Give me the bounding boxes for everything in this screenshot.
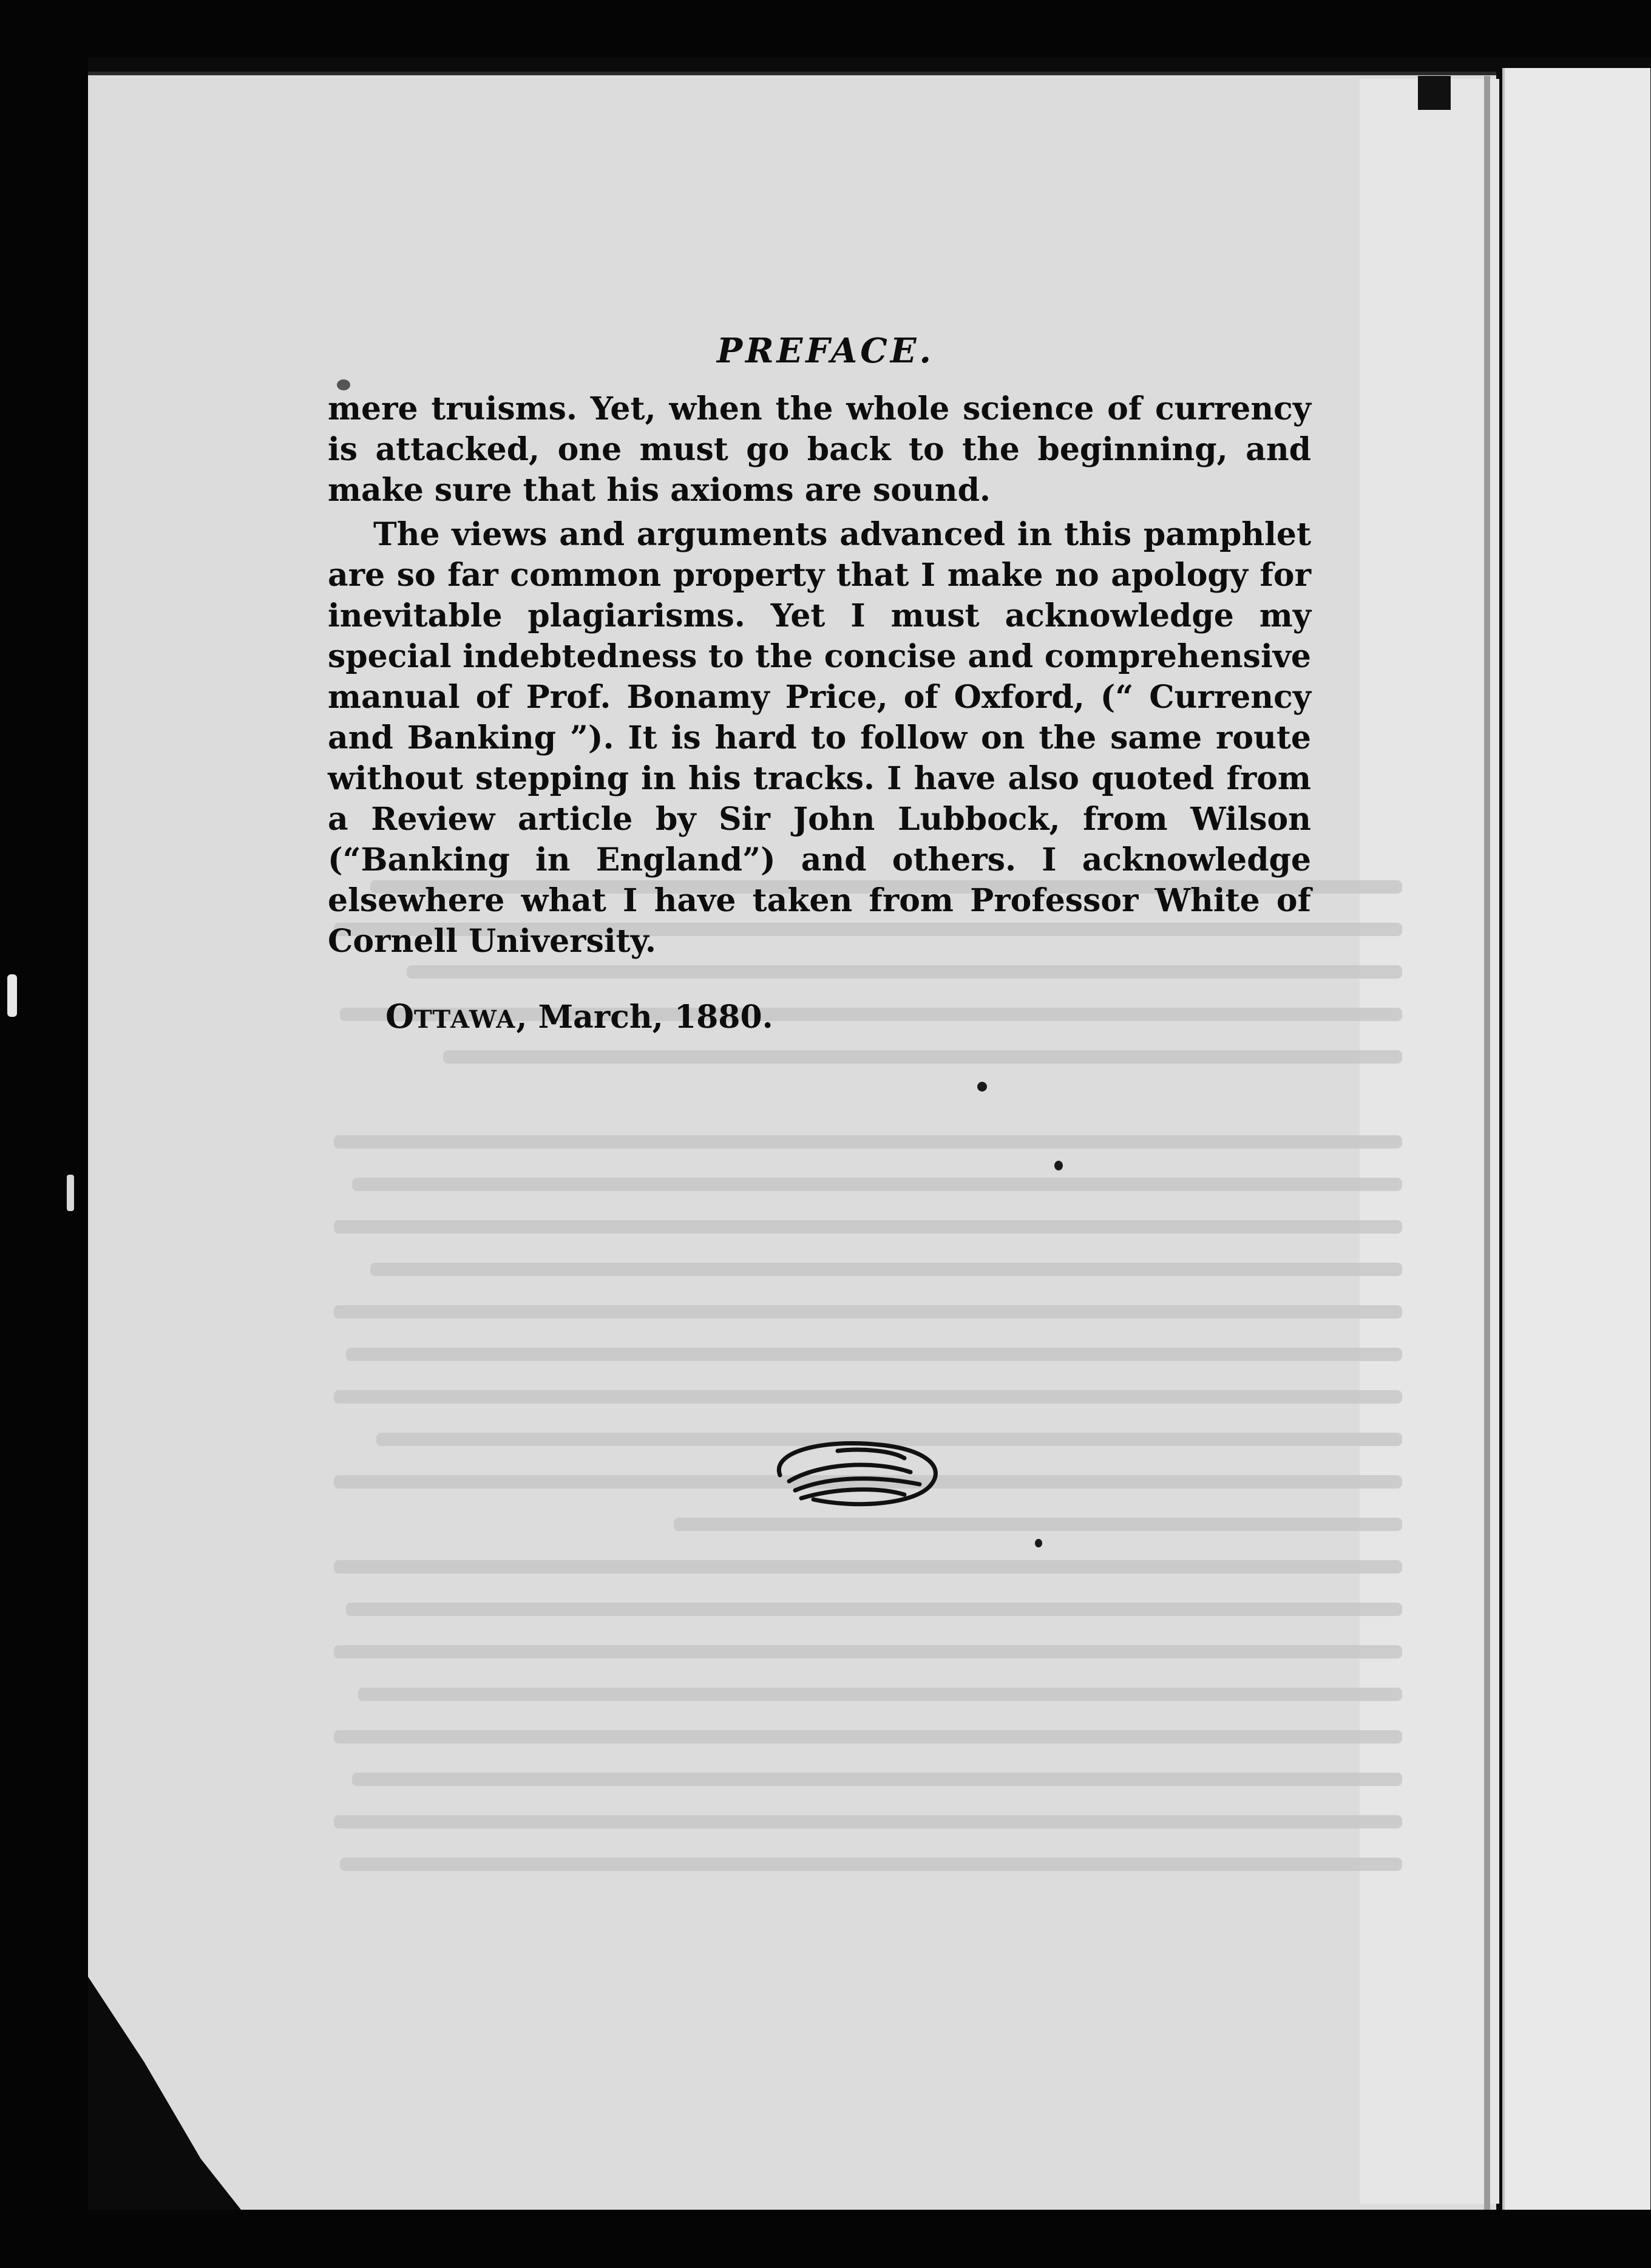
page-heading: PREFACE.: [716, 331, 934, 371]
paragraph-2: The views and arguments advanced in this pamphlet are so far common property that I make no apology for inevitable plagiarisms. Yet I must acknowledge my special indebtedness to the concise and comprehensive manual of Prof. Bonamy Price, of Oxford, (“ Currency and Banking ”). It is hard to follow on the same route without stepping in his tracks. I have also quoted from a Review article by Sir John Lubbock, from Wilson (“Banking in England”) and others. I acknowledge elsewhere what I have taken from Professor White of Cornell University.: [328, 516, 1311, 960]
scan-speck: [7, 974, 17, 1017]
scan-clip-mark: [1418, 76, 1451, 110]
scan-speck: [67, 1175, 74, 1211]
scan-speck: [977, 1082, 987, 1092]
scan-speck: [1035, 1539, 1042, 1547]
adjacent-page-edge: [1502, 68, 1650, 2217]
place-rest: TTAWA: [414, 1005, 517, 1034]
scan-speck: [1054, 1161, 1063, 1170]
date-text: , March, 1880.: [516, 999, 773, 1036]
scan-border-top: [0, 0, 1651, 58]
page-fold: [1484, 76, 1490, 2213]
ornament-flourish-icon: [747, 1427, 953, 1518]
paragraph-1: mere truisms. Yet, when the whole science of currency is attacked, one must go back to the beginning, and make sure that his axioms are sound.: [328, 390, 1311, 509]
preface-body: [328, 389, 1311, 962]
scan-speck: [337, 379, 350, 390]
scan-border-bottom: [0, 2210, 1651, 2268]
place-initial: O: [385, 997, 415, 1036]
place-and-date: [385, 997, 773, 1036]
